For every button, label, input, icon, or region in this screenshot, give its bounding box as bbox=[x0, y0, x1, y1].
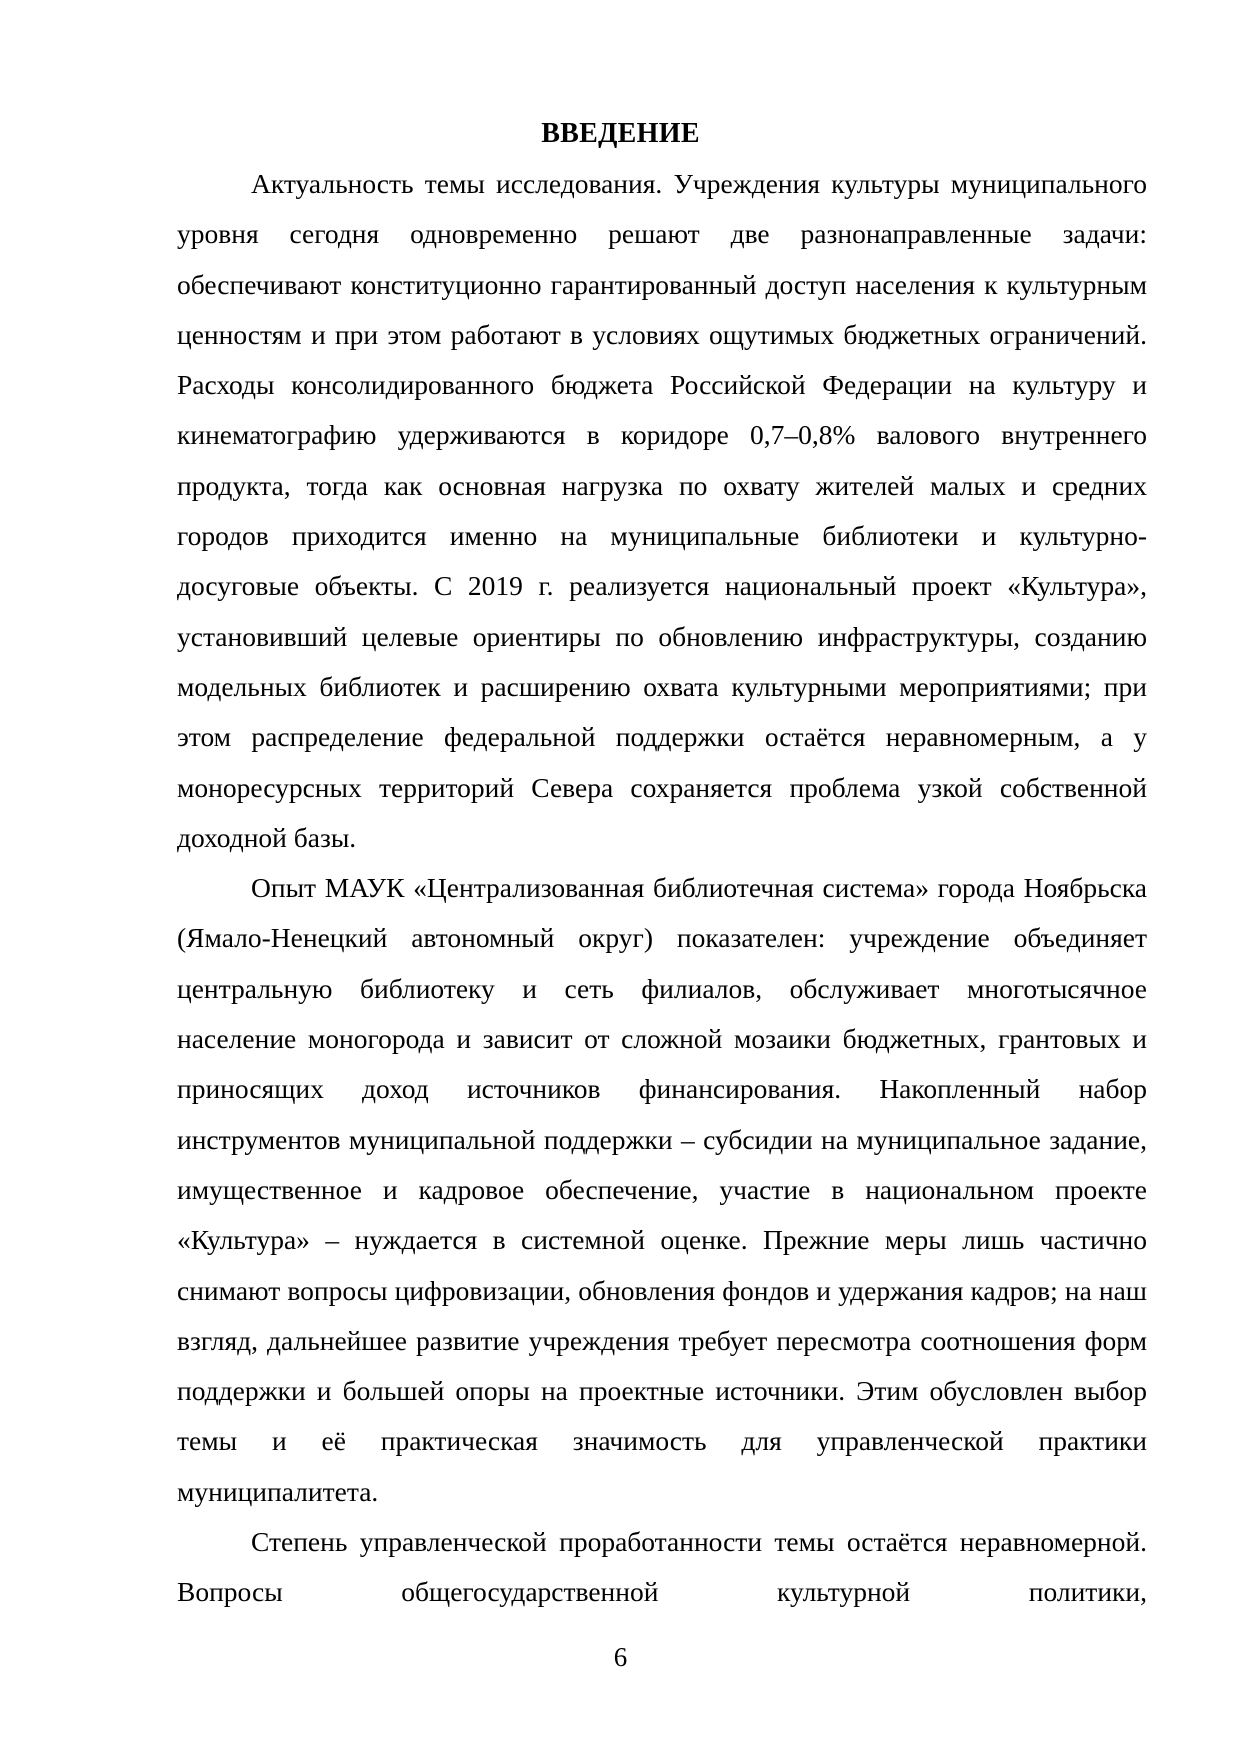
paragraph-elaboration-degree: Степень управленческой проработанности темы остаётся неравномерной. Вопросы общегосударственной культурной политики, bbox=[177, 1526, 1147, 1608]
section-heading: ВВЕДЕНИЕ bbox=[541, 118, 700, 149]
page-number: 6 bbox=[613, 1642, 628, 1672]
paragraph-noyabrsk-case: Опыт МАУК «Централизованная библиотечная система» города Ноябрьска (Ямало-Ненецкий автономный округ) показателен: учреждение объединяет центральную библиотеку и сеть филиалов, обслуживает многотысячное население моногорода и зависит от сложной мозаики бюджетных, грантовых и приносящих доход источников финансирования. Накопленный набор инструментов муниципальной поддержки – субсидии на муниципальное задание, имущественное и кадровое обеспечение, участие в национальном проекте «Культура» – нуждается в системной оценке. Прежние меры лишь частично снимают вопросы цифровизации, обновления фондов и удержания кадров; на наш взгляд, дальнейшее развитие учреждения требует пересмотра соотношения форм поддержки и большей опоры на проектные источники. Этим обусловлен выбор темы и её практическая значимость для управленческой практики муниципалитета. bbox=[177, 872, 1147, 1507]
body-text bbox=[177, 159, 1147, 1618]
paragraph-relevance: Актуальность темы исследования. Учреждения культуры муниципального уровня сегодня одновременно решают две разнонаправленные задачи: обеспечивают конституционно гарантированный доступ населения к культурным ценностям и при этом работают в условиях ощутимых бюджетных ограничений. Расходы консолидированного бюджета Российской Федерации на культуру и кинематографию удерживаются в коридоре 0,7–0,8% валового внутреннего продукта, тогда как основная нагрузка по охвату жителей малых и средних городов приходится именно на муниципальные библиотеки и культурно-досуговые объекты. С 2019 г. реализуется национальный проект «Культура», установивший целевые ориентиры по обновлению инфраструктуры, созданию модельных библиотек и расширению охвата культурными мероприятиями; при этом распределение федеральной поддержки остаётся неравномерным, а у моноресурсных территорий Севера сохраняется проблема узкой собственной доходной базы. bbox=[177, 168, 1147, 853]
